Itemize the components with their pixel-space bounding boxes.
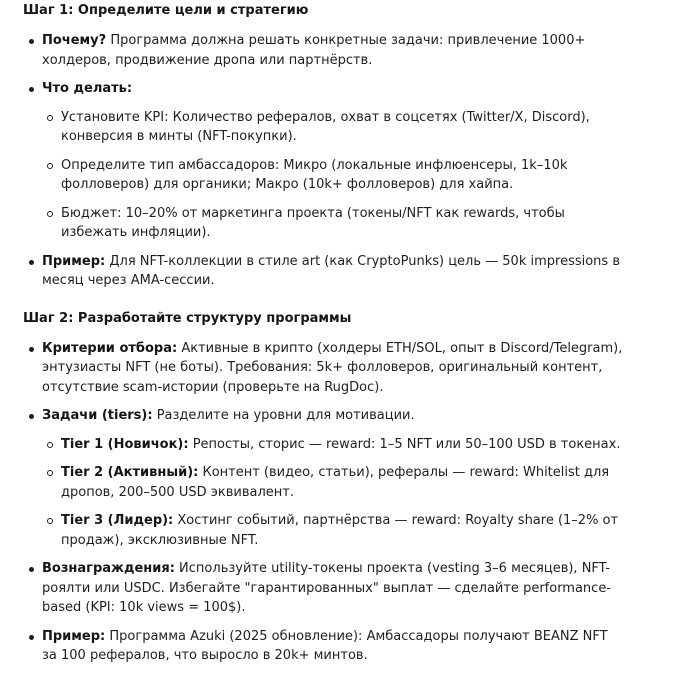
example2-label: Пример: (42, 628, 106, 644)
rewards-text: Используйте utility-токены проекта (vesting 3–6 месяцев), NFT-роялти или USDC. Избегайте "гарантированных" выплат — сделайте performance-based (KPI: 10k views = 100$). (42, 561, 612, 615)
step1-todo-item (23, 79, 623, 243)
tasks-text: Разделите на уровни для мотивации. (152, 408, 415, 423)
tier1-label: Tier 1 (Новичок): (61, 436, 189, 452)
step2-rewards-item (23, 559, 623, 618)
rewards-label: Вознаграждения: (42, 561, 175, 576)
step1-list (23, 31, 623, 291)
step2-tasks-item (23, 406, 623, 550)
todo-sublist (42, 108, 623, 243)
example2-text: Программа Azuki (2025 обновление): Амбассадоры получают BEANZ NFT за 100 рефералов, что выросло в 20k+ минтов. (42, 628, 608, 663)
tier2-text: Контент (видео, статьи), рефералы — reward: Whitelist для дропов, 200–500 USD эквивалент. (61, 465, 610, 500)
tier3-item (42, 511, 623, 550)
article-content (23, 0, 623, 675)
tier3-text: Хостинг событий, партнёрства — reward: Royalty share (1–2% от продаж), эксклюзивные NFT. (61, 513, 619, 548)
todo-budget-item: Бюджет: 10–20% от маркетинга проекта (токены/NFT как rewards, чтобы избежать инфляции). (42, 204, 623, 243)
step1-heading: Шаг 1: Определите цели и стратегию (23, 3, 309, 18)
step1-why-item (23, 31, 623, 70)
example-text: Для NFT-коллекции в стиле art (как CryptoPunks) цель — 50k impressions в месяц через AMA-сессии. (42, 253, 620, 288)
step2-criteria-item (23, 339, 623, 398)
tier3-label: Tier 3 (Лидер): (61, 513, 174, 528)
tier2-label: Tier 2 (Активный): (61, 465, 199, 480)
step1-example-item (23, 252, 623, 291)
step2-list (23, 339, 623, 666)
step2-heading: Шаг 2: Разработайте структуру программы (23, 310, 352, 326)
todo-ambassador-type-item: Определите тип амбассадоров: Микро (локальные инфлюенсеры, 1k–10k фолловеров) для органики; Макро (10k+ фолловеров) для хайпа. (42, 156, 623, 195)
tasks-label: Задачи (tiers): (42, 408, 153, 423)
why-text: Программа должна решать конкретные задачи: привлечение 1000+ холдеров, продвижение дропа или партнёрств. (42, 33, 586, 68)
tier2-item (42, 463, 623, 502)
why-label: Почему? (42, 33, 107, 48)
step2-example-item (23, 627, 623, 666)
tier1-item (42, 435, 623, 455)
criteria-label: Критерии отбора: (42, 340, 178, 356)
todo-label: Что делать: (42, 81, 133, 96)
example-label: Пример: (42, 253, 106, 269)
tier1-text: Репосты, сторис — reward: 1–5 NFT или 50–100 USD в токенах. (188, 436, 621, 452)
tiers-sublist (42, 435, 623, 551)
todo-kpi-item: Установите KPI: Количество рефералов, охват в соцсетях (Twitter/X, Discord), конверсия в минты (NFT-покупки). (42, 108, 623, 147)
criteria-text: Активные в крипто (холдеры ETH/SOL, опыт в Discord/Telegram), энтузиасты NFT (не боты). Требования: 5k+ фолловеров, оригинальный контент, отсутствие scam-истории (проверьте на RugDoc). (42, 340, 623, 395)
